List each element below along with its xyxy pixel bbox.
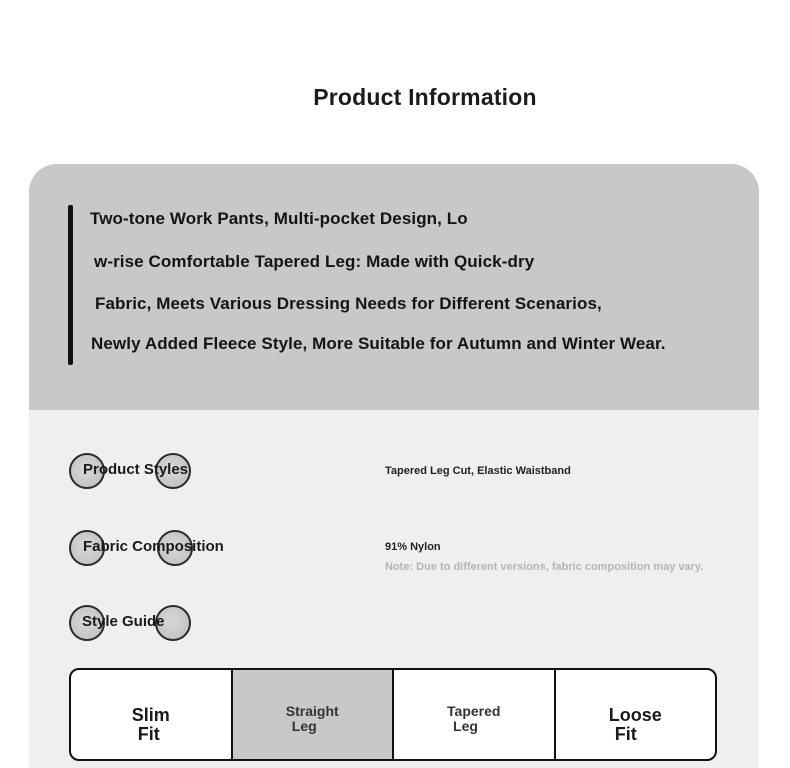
page-title: Product Information bbox=[313, 84, 537, 110]
style-guide-table bbox=[69, 668, 717, 761]
info-note: Note: Due to different versions, fabric composition may vary. bbox=[385, 561, 704, 573]
option-line: Slim bbox=[131, 704, 170, 725]
accent-bar bbox=[68, 205, 73, 365]
option-line: Straight bbox=[285, 702, 339, 719]
description-line: Newly Added Fleece Style, More Suitable for Autumn and Winter Wear. bbox=[91, 334, 666, 353]
description-line: w-rise Comfortable Tapered Leg: Made with Quick-dry bbox=[94, 252, 535, 271]
description-line: Two-tone Work Pants, Multi-pocket Design, Lo bbox=[90, 209, 468, 228]
style-option-loose-fit[interactable] bbox=[556, 670, 716, 759]
product-info-card bbox=[29, 164, 759, 768]
option-line: Leg bbox=[453, 717, 478, 734]
style-option-tapered-leg[interactable] bbox=[394, 670, 556, 759]
info-label: Fabric Composition bbox=[83, 538, 224, 555]
option-line: Fit bbox=[614, 723, 637, 744]
info-value: Tapered Leg Cut, Elastic Waistband bbox=[385, 465, 571, 477]
info-value: 91% Nylon bbox=[385, 541, 441, 553]
info-label: Style Guide bbox=[82, 613, 165, 630]
description-line: Fabric, Meets Various Dressing Needs for Different Scenarios, bbox=[95, 294, 602, 313]
info-label: Product Styles bbox=[83, 461, 189, 478]
option-line: Fit bbox=[137, 723, 160, 744]
option-line: Loose bbox=[608, 704, 662, 725]
option-line: Tapered bbox=[447, 702, 501, 719]
style-option-straight-leg[interactable] bbox=[233, 670, 395, 759]
description-panel bbox=[29, 164, 759, 410]
style-option-slim-fit[interactable] bbox=[71, 670, 233, 759]
option-line: Leg bbox=[291, 717, 317, 734]
